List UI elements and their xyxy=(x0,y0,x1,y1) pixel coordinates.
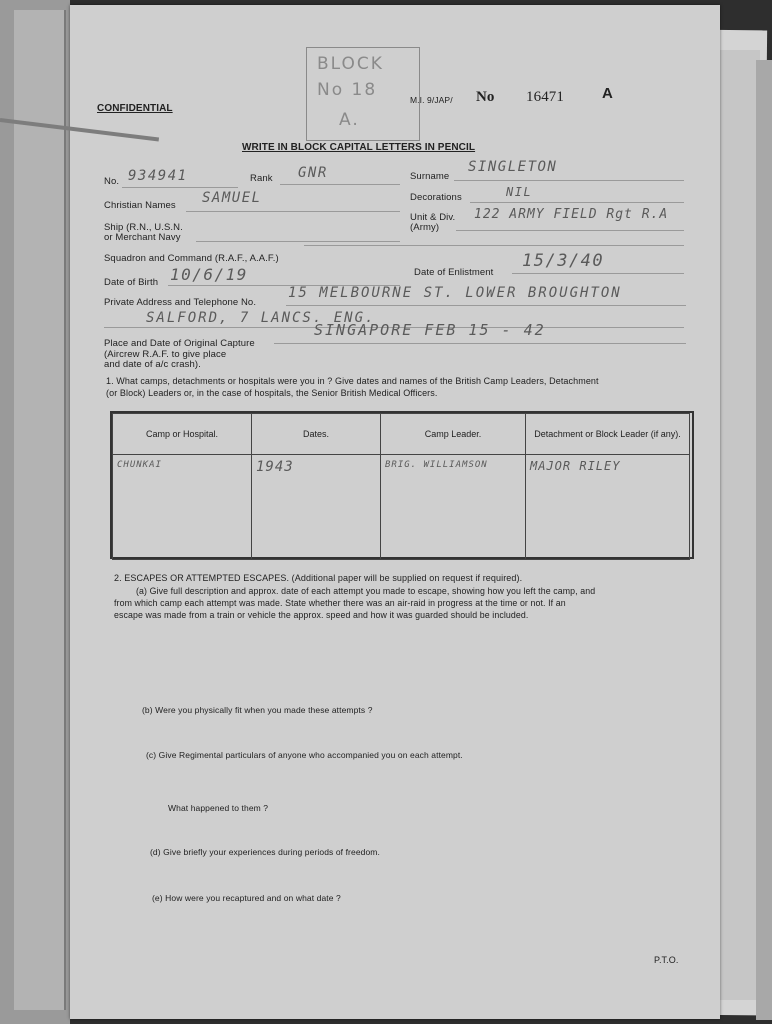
camps-table xyxy=(112,413,690,560)
table-cell xyxy=(252,455,381,560)
section2-d: (d) Give briefly your experiences during periods of freedom. xyxy=(150,847,380,857)
capture-label-line-1: Place and Date of Original Capture xyxy=(104,338,255,349)
section1-question-line-2: (or Block) Leaders or, in the case of hospitals, the Senior British Medical Officers. xyxy=(106,388,438,398)
unit-label xyxy=(410,213,455,233)
christian-names-value: SAMUEL xyxy=(202,190,262,206)
rank-label: Rank xyxy=(250,173,273,184)
confidential-label: CONFIDENTIAL xyxy=(97,103,173,114)
document-suffix: A xyxy=(602,85,613,102)
folder-cover xyxy=(0,0,70,1024)
service-number-label: No. xyxy=(104,176,120,187)
surname-label: Surname xyxy=(410,171,450,182)
stamp-line-2: No 18 xyxy=(317,80,378,100)
table-cell xyxy=(526,455,690,560)
enlistment-label: Date of Enlistment xyxy=(414,267,494,278)
detachment-leader: MAJOR RILEY xyxy=(530,459,621,473)
enlistment-value: 15/3/40 xyxy=(522,251,605,271)
table-cell xyxy=(113,455,252,560)
unit-value: 122 ARMY FIELD Rgt R.A xyxy=(474,207,669,222)
form-page xyxy=(70,5,720,1019)
christian-names-label: Christian Names xyxy=(104,200,176,211)
folder-edge xyxy=(756,60,772,1020)
table-cell xyxy=(381,455,526,560)
capture-value: SINGAPORE FEB 15 - 42 xyxy=(314,321,546,339)
section2-heading: 2. ESCAPES OR ATTEMPTED ESCAPES. (Additional paper will be supplied on request if required). xyxy=(114,573,523,583)
rank-value: GNR xyxy=(298,165,328,181)
capture-label xyxy=(104,339,255,371)
section2-c-followup: What happened to them ? xyxy=(168,803,269,813)
camp-name: CHUNKAI xyxy=(117,460,162,470)
section2-a-line-1: (a) Give full description and approx. date of each attempt you made to escape, showing how you left the camp, and xyxy=(136,586,596,596)
section2-e: (e) How were you recaptured and on what date ? xyxy=(152,893,341,903)
column-header: Camp or Hospital. xyxy=(113,414,252,455)
decorations-label: Decorations xyxy=(410,192,462,203)
pto-label: P.T.O. xyxy=(654,955,679,965)
section2-a-line-3: escape was made from a train or vehicle the approx. speed and how it was guarded should be included. xyxy=(114,610,529,620)
address-line-2: SALFORD, 7 LANCS. ENG. xyxy=(146,310,376,326)
surname-value: SINGLETON xyxy=(468,159,558,175)
ship-label-line-1: Ship (R.N., U.S.N. xyxy=(104,222,183,233)
stamp-line-1: BLOCK xyxy=(317,54,384,74)
instruction-heading: WRITE IN BLOCK CAPITAL LETTERS IN PENCIL xyxy=(242,142,476,153)
camp-leader: BRIG. WILLIAMSON xyxy=(385,460,488,470)
stamp-line-3: A. xyxy=(339,110,360,130)
column-header: Camp Leader. xyxy=(381,414,526,455)
mi-reference: M.I. 9/JAP/ xyxy=(410,95,453,105)
column-header: Dates. xyxy=(252,414,381,455)
table-header-row xyxy=(113,414,690,455)
decorations-value: NIL xyxy=(506,185,533,199)
section2-b: (b) Were you physically fit when you made these attempts ? xyxy=(142,705,373,715)
section1-question-line-1: 1. What camps, detachments or hospitals were you in ? Give dates and names of the British Camp Leaders, Detachment xyxy=(106,376,599,386)
service-number-value: 934941 xyxy=(128,168,188,184)
ship-label xyxy=(104,223,183,243)
number-label: No xyxy=(476,89,495,105)
squadron-label: Squadron and Command (R.A.F., A.A.F.) xyxy=(104,253,279,264)
document-number: 16471 xyxy=(526,89,564,105)
unit-label-line-1: Unit & Div. xyxy=(410,212,456,223)
table-row xyxy=(113,455,690,560)
address-label: Private Address and Telephone No. xyxy=(104,297,257,308)
ship-label-line-2: or Merchant Navy xyxy=(104,232,181,243)
block-stamp xyxy=(306,47,420,141)
section2-a-line-2: from which camp each attempt was made. State whether there was an air-raid in progress at the time or not. If an xyxy=(114,598,566,608)
column-header: Detachment or Block Leader (if any). xyxy=(526,414,690,455)
address-line-1: 15 MELBOURNE ST. LOWER BROUGHTON xyxy=(288,285,622,301)
section2-c: (c) Give Regimental particulars of anyone who accompanied you on each attempt. xyxy=(146,750,463,760)
date-of-birth-value: 10/6/19 xyxy=(170,265,248,284)
unit-label-line-2: (Army) xyxy=(410,222,440,233)
capture-label-line-3: and date of a/c crash). xyxy=(104,359,201,370)
folder-inner-page xyxy=(14,10,66,1010)
date-of-birth-label: Date of Birth xyxy=(104,277,159,288)
capture-label-line-2: (Aircrew R.A.F. to give place xyxy=(104,348,227,360)
camp-dates: 1943 xyxy=(256,459,294,475)
